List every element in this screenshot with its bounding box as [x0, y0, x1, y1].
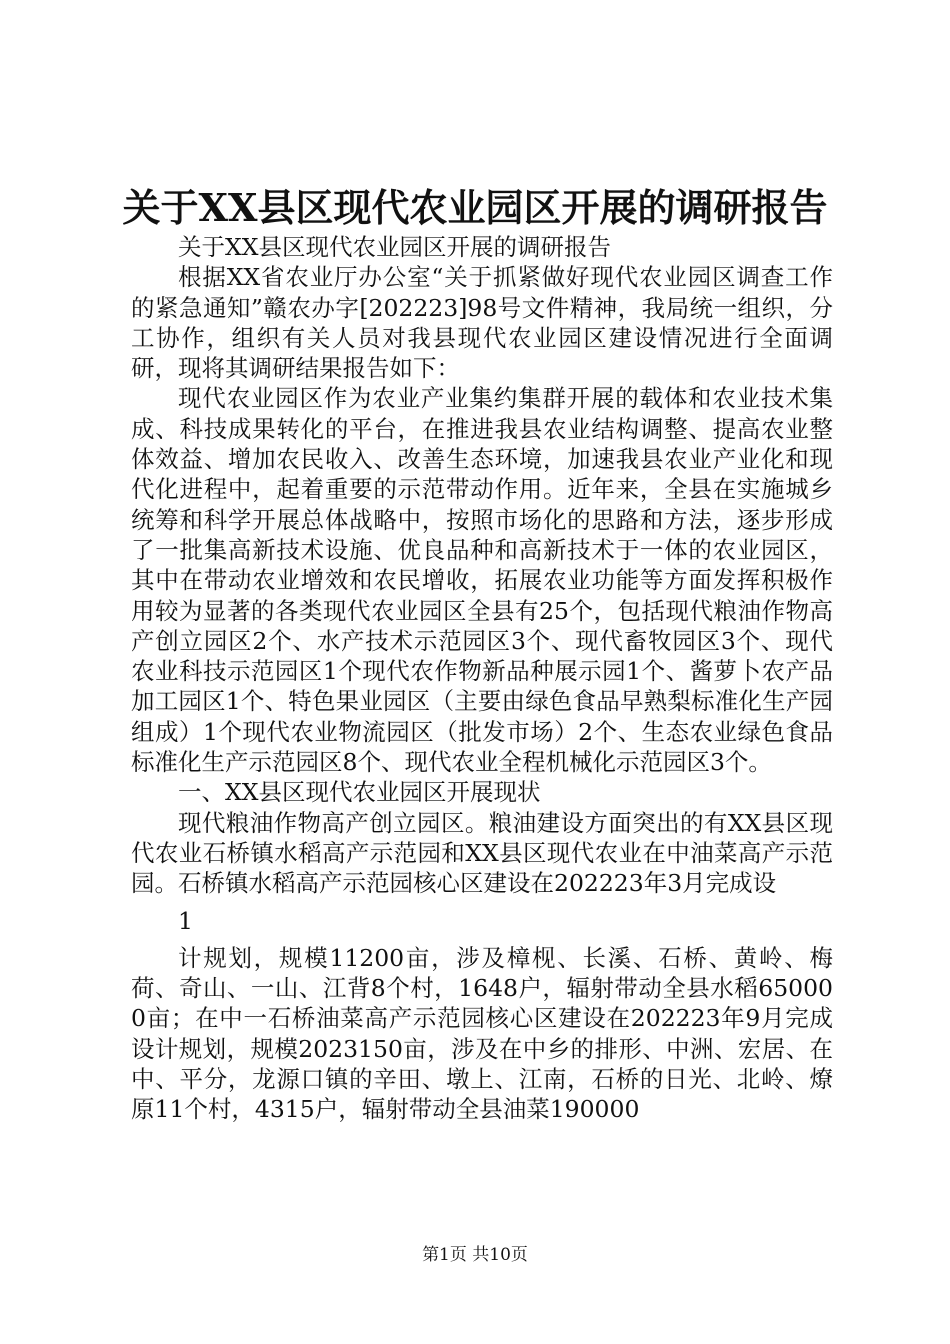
section-heading: 一、XX县区现代农业园区开展现状 — [178, 778, 541, 807]
paragraph-overview: 现代农业园区作为农业产业集约集群开展的载体和农业技术集成、科技成果转化的平台，在推进我县农业结构调整、提高农业整体效益、增加农民收入、改善生态环境，加速我县农业产业化和现代化进程中，起着重要的示范带动作用。近年来，全县在实施城乡统筹和科学开展总体战略中，按照市场化的思路和方法，逐步形成了一批集高新技术设施、优良品种和高新技术于一体的农业园区，其中在带动农业增效和农民增收，拓展农业功能等方面发挥积极作用较为显著的各类现代农业园区全县有25个，包括现代粮油作物高产创立园区2个、水产技术示范园区3个、现代畜牧园区3个、现代农业科技示范园区1个现代农作物新品种展示园1个、酱萝卜农产品加工园区1个、特色果业园区（主要由绿色食品早熟梨标准化生产园组成）1个现代农业物流园区（批发市场）2个、生态农业绿色食品标准化生产示范园区8个、现代农业全程机械化示范园区3个。 — [131, 384, 833, 777]
paragraph-planning-details: 计规划，规模11200亩，涉及樟枧、长溪、石桥、黄岭、梅荷、奇山、一山、江背8个村，1648户，辐射带动全县水稻650000亩；在中一石桥油菜高产示范园核心区建设在202223年9月完成设计规划，规模2023150亩，涉及在中乡的排形、中洲、宏居、在中、平分，龙源口镇的辛田、墩上、江南，石桥的日光、北岭、燎原11个村，4315户，辐射带动全县油菜190000 — [131, 943, 833, 1124]
paragraph-subtitle: 关于XX县区现代农业园区开展的调研报告 — [178, 233, 611, 261]
document-title: 关于XX县区现代农业园区开展的调研报告 — [122, 185, 828, 230]
document-body — [131, 232, 833, 1125]
inline-page-number: 1 — [178, 906, 193, 935]
paragraph-intro: 根据XX省农业厅办公室“关于抓紧做好现代农业园区调查工作的紧急通知”赣农办字[202223]98号文件精神，我局统一组织，分工协作，组织有关人员对我县现代农业园区建设情况进行全面调研，现将其调研结果报告如下： — [131, 263, 833, 383]
page-footer: 第1页 共10页 — [422, 1245, 528, 1265]
paragraph-grain-oil-park: 现代粮油作物高产创立园区。粮油建设方面突出的有XX县区现代农业石桥镇水稻高产示范园和XX县区现代农业在中油菜高产示范园。石桥镇水稻高产示范园核心区建设在202223年3月完成设 — [131, 808, 833, 898]
